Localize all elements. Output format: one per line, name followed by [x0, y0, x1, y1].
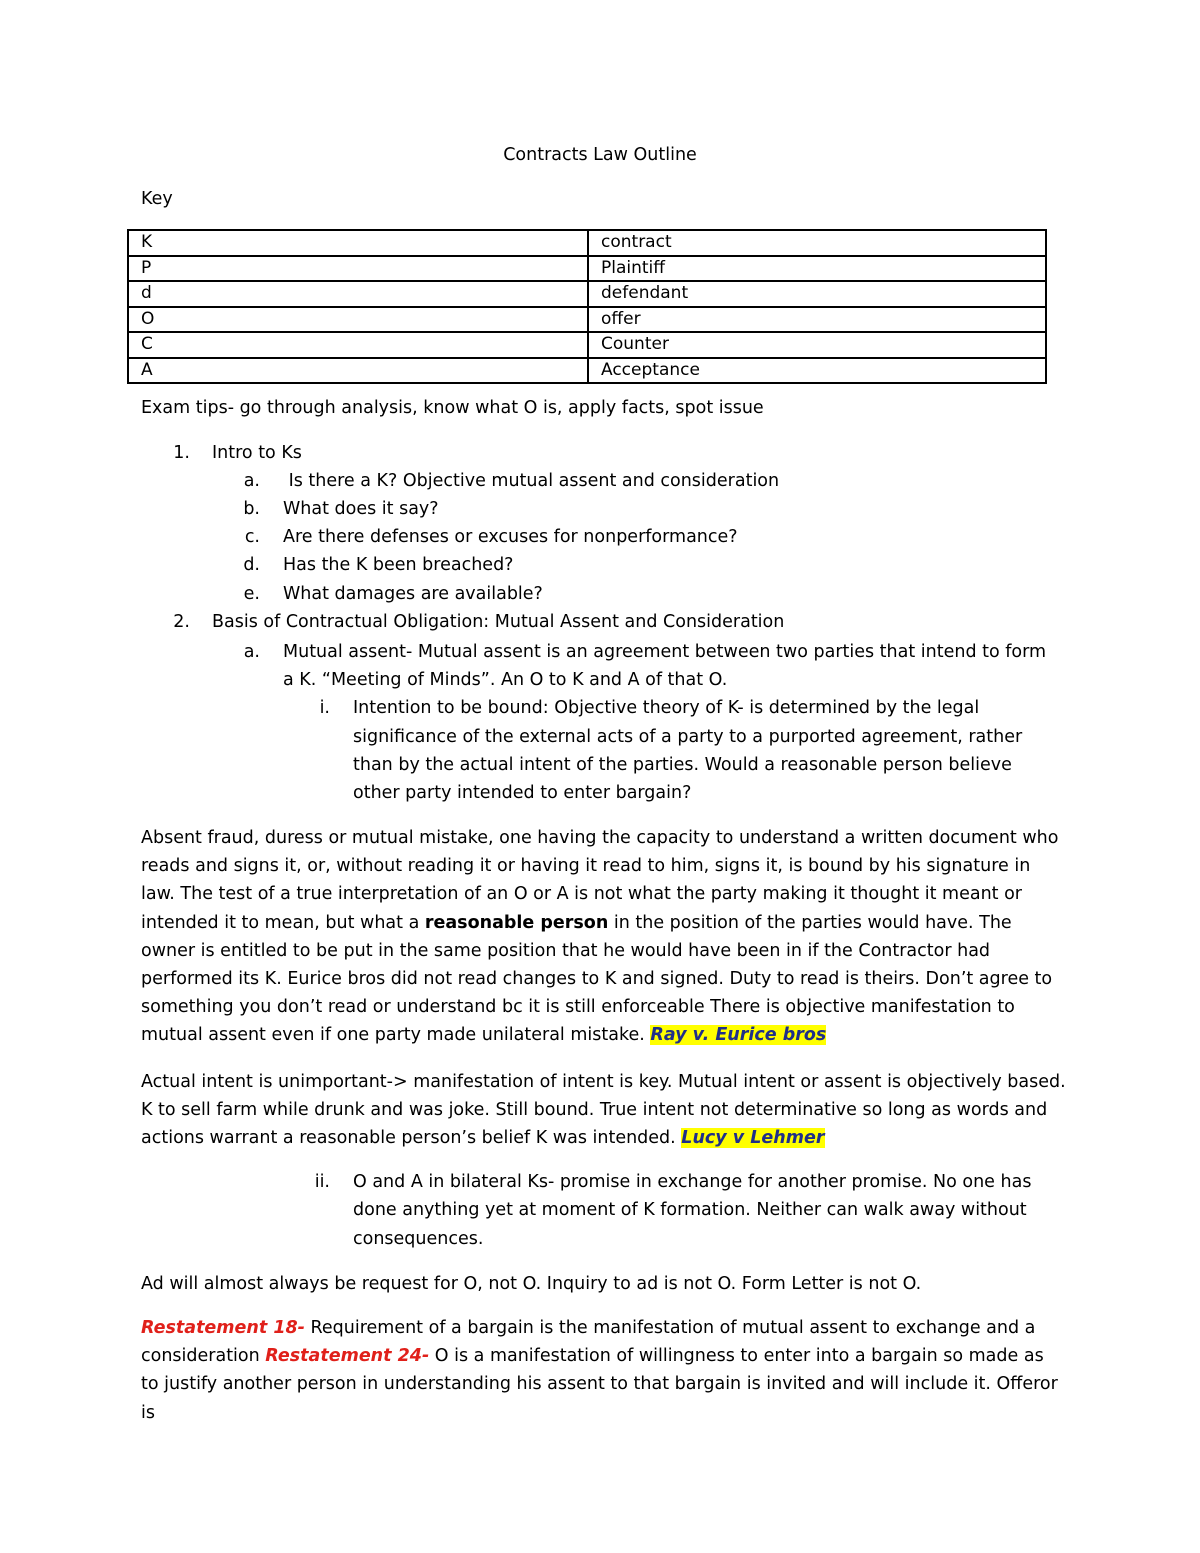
table-row — [128, 230, 1046, 256]
list-item-line: a K. “Meeting of Minds”. An O to K and A of that O. — [283, 670, 728, 690]
list-item-line: consequences. — [353, 1229, 484, 1249]
case-citation: Lucy v Lehmer — [681, 1128, 825, 1149]
paragraph-lucy-v-lehmer — [141, 1068, 1066, 1153]
paragraph-ad-offer: Ad will almost always be request for O, not O. Inquiry to ad is not O. Form Letter is not O. — [141, 1274, 922, 1294]
key-abbr: O — [128, 307, 588, 333]
key-meaning: contract — [588, 230, 1046, 256]
key-meaning: Plaintiff — [588, 256, 1046, 282]
list-item: Are there defenses or excuses for nonperformance? — [283, 527, 738, 547]
list-roman: i. — [319, 698, 330, 718]
table-row — [128, 332, 1046, 358]
table-row — [128, 281, 1046, 307]
list-letter: c. — [244, 527, 260, 547]
list-roman: ii. — [314, 1172, 330, 1192]
list-item-line: Mutual assent- Mutual assent is an agreement between two parties that intend to form — [283, 642, 1047, 662]
paragraph-text: Requirement of a bargain is the manifestation of mutual assent to exchange and a consideration — [141, 1318, 1036, 1367]
key-table — [127, 229, 1047, 384]
page-title: Contracts Law Outline — [503, 145, 697, 165]
key-meaning: defendant — [588, 281, 1046, 307]
list-item: Intro to Ks — [212, 443, 302, 463]
exam-tips: Exam tips- go through analysis, know what O is, apply facts, spot issue — [141, 398, 764, 418]
list-letter: e. — [243, 584, 260, 604]
key-abbr: A — [128, 358, 588, 384]
list-letter: a. — [243, 471, 260, 491]
list-item: What damages are available? — [283, 584, 543, 604]
list-item-line: significance of the external acts of a party to a purported agreement, rather — [353, 727, 1023, 747]
paragraph-text: Actual intent is unimportant-> manifestation of intent is key. Mutual intent or assent is objectively based. K to sell farm while drunk and was joke. Still bound. True intent not determinative so long as words and actions warrant a reasonable person’s belief K was intended. — [141, 1072, 1066, 1149]
table-row — [128, 256, 1046, 282]
paragraph-ray-v-eurice — [141, 824, 1066, 1050]
case-citation: Ray v. Eurice bros — [650, 1025, 827, 1046]
list-letter: a. — [243, 642, 260, 662]
list-item: Has the K been breached? — [283, 555, 514, 575]
list-number: 2. — [173, 612, 190, 632]
list-letter: b. — [243, 499, 260, 519]
list-item: Is there a K? Objective mutual assent and consideration — [283, 471, 780, 491]
restatement-24-ref: Restatement 24- — [265, 1346, 430, 1367]
paragraph-text: in the position of the parties would have. The owner is entitled to be put in the same position that he would have been in if the Contractor had performed its K. Eurice bros did not read changes to K and signed. Duty to read is theirs. Don’t agree to something you don’t read or understand bc it is still enforceable There is objective manifestation to mutual assent even if one party made unilateral mistake. — [141, 912, 1053, 1046]
key-label: Key — [141, 189, 173, 209]
key-abbr: K — [128, 230, 588, 256]
key-meaning: Acceptance — [588, 358, 1046, 384]
key-meaning: offer — [588, 307, 1046, 333]
list-letter: d. — [243, 555, 260, 575]
bold-term: reasonable person — [424, 912, 609, 933]
list-item: Basis of Contractual Obligation: Mutual Assent and Consideration — [212, 612, 785, 632]
list-item-line: than by the actual intent of the parties. Would a reasonable person believe — [353, 755, 1012, 775]
key-abbr: d — [128, 281, 588, 307]
list-item-line: other party intended to enter bargain? — [353, 783, 692, 803]
key-abbr: P — [128, 256, 588, 282]
list-item-line: Intention to be bound: Objective theory of K- is determined by the legal — [353, 698, 980, 718]
list-item-line: done anything yet at moment of K formation. Neither can walk away without — [353, 1200, 1027, 1220]
list-number: 1. — [173, 443, 190, 463]
key-meaning: Counter — [588, 332, 1046, 358]
paragraph-text: O is a manifestation of willingness to enter into a bargain so made as to justify another person in understanding his assent to that bargain is invited and will include it. Offeror is — [141, 1346, 1058, 1423]
table-row — [128, 307, 1046, 333]
paragraph-restatement — [141, 1314, 1066, 1427]
list-item: What does it say? — [283, 499, 439, 519]
list-item-line: O and A in bilateral Ks- promise in exchange for another promise. No one has — [353, 1172, 1032, 1192]
key-abbr: C — [128, 332, 588, 358]
paragraph-text: Absent fraud, duress or mutual mistake, one having the capacity to understand a written document who reads and signs it, or, without reading it or having it read to him, signs it, is bound by his signature in law. The test of a true interpretation of an O or A is not what the party making it thought it meant or intended it to mean, but what a — [141, 828, 1059, 933]
restatement-18-ref: Restatement 18- — [141, 1318, 305, 1338]
table-row — [128, 358, 1046, 384]
